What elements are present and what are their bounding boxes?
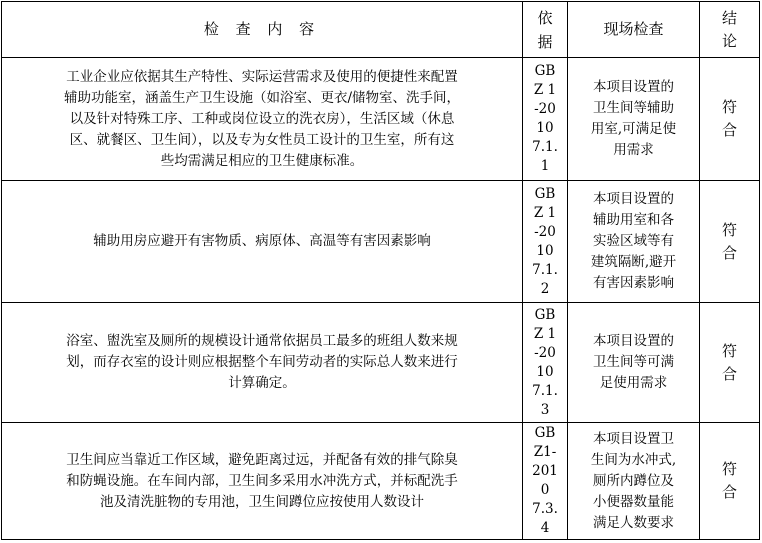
header-basis: 依 据	[523, 2, 568, 58]
row-1-check: 本项目设置的 卫生间等辅助 用室,可满足使 用需求	[568, 58, 700, 181]
header-check: 现场检查	[568, 2, 700, 58]
row-2-content: 辅助用房应避开有害物质、病原体、高温等有害因素影响	[2, 181, 523, 303]
table-row	[2, 423, 760, 540]
row-2-basis: GB Z 1 -20 10 7.1. 2	[523, 181, 568, 303]
row-3-basis: GB Z 1 -20 10 7.1. 3	[523, 303, 568, 423]
row-3-content: 浴室、盥洗室及厕所的规模设计通常依据员工最多的班组人数来规 划，而存衣室的设计则应根据整个车间劳动者的实际总人数来进行 计算确定。	[2, 303, 523, 423]
table-row	[2, 181, 760, 303]
table-header-row	[2, 2, 760, 58]
row-2-check: 本项目设置的 辅助用室和各 实验区域等有 建筑隔断,避开 有害因素影响	[568, 181, 700, 303]
row-1-content: 工业企业应依据其生产特性、实际运营需求及使用的便捷性来配置 辅助功能室，涵盖生产卫生设施（如浴室、更衣/储物室、洗手间， 以及针对特殊工序、工种或岗位设立的洗衣房），生活区域（休息 区、就餐区、卫生间），以及专为女性员工设计的卫生室，所有这 些均需满足相应的卫生健康标准。	[2, 58, 523, 181]
row-4-content: 卫生间应当靠近工作区域，避免距离过远，并配备有效的排气除臭 和防蝇设施。在车间内部，卫生间多采用水冲洗方式，并标配洗手 池及清洗脏物的专用池，卫生间蹲位应按使用人数设计	[2, 423, 523, 540]
row-4-conclusion: 符 合	[700, 423, 760, 540]
table-row	[2, 303, 760, 423]
row-4-check: 本项目设置卫 生间为水冲式, 厕所内蹲位及 小便器数量能 满足人数要求	[568, 423, 700, 540]
row-1-basis: GB Z 1 -20 10 7.1. 1	[523, 58, 568, 181]
inspection-table	[1, 1, 760, 540]
header-content: 检 查 内 容	[2, 2, 523, 58]
table-row	[2, 58, 760, 181]
row-1-conclusion: 符 合	[700, 58, 760, 181]
row-4-basis: GB Z1- 201 0 7.3. 4	[523, 423, 568, 540]
row-3-check: 本项目设置的 卫生间等可满 足使用需求	[568, 303, 700, 423]
header-conclusion: 结 论	[700, 2, 760, 58]
row-3-conclusion: 符 合	[700, 303, 760, 423]
row-2-conclusion: 符 合	[700, 181, 760, 303]
